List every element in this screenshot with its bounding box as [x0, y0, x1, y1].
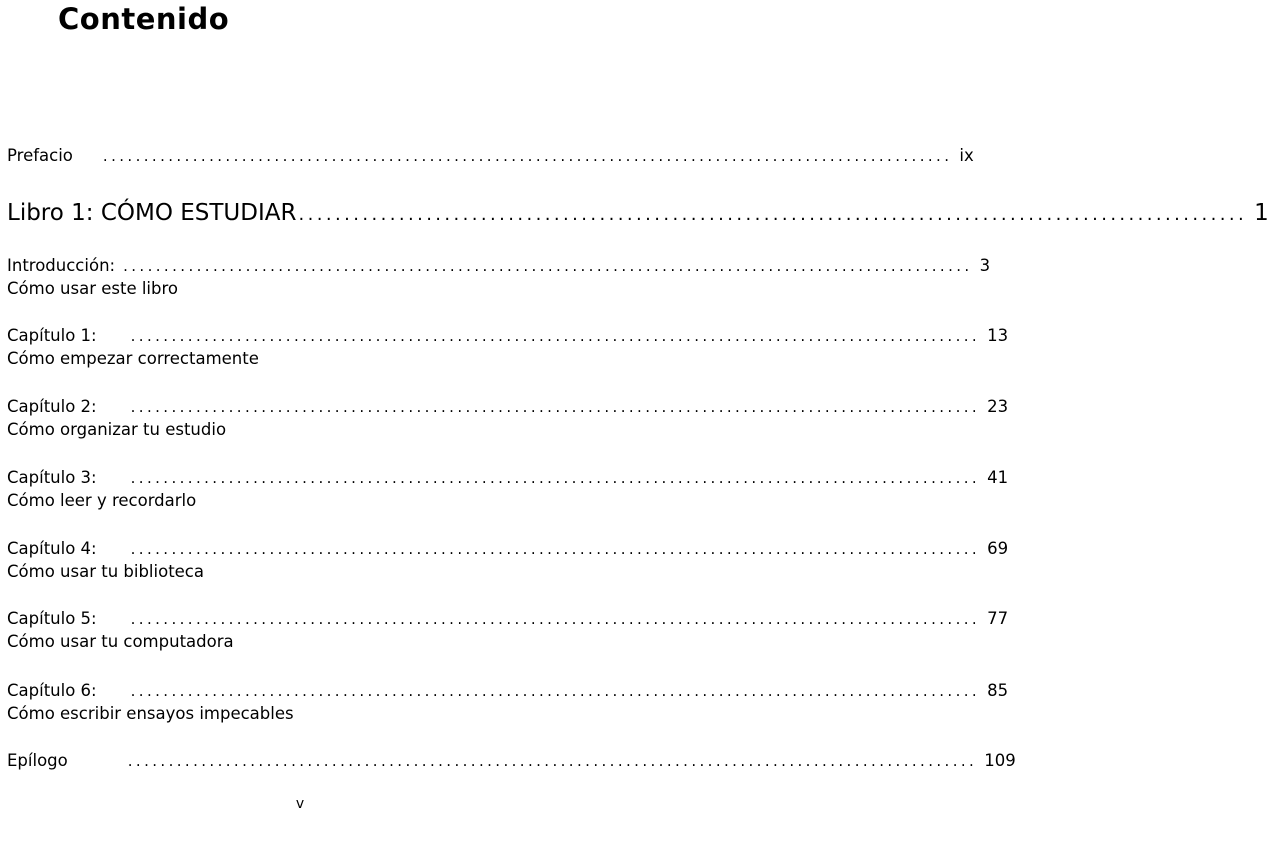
toc-label: Capítulo 4: [7, 539, 97, 558]
toc-label: Libro 1: CÓMO ESTUDIAR [7, 200, 297, 226]
dot-leader: ........................................................................................................ [298, 204, 1248, 225]
page-title: Contenido [58, 2, 230, 36]
dot-leader: ........................................................................................................ [123, 257, 973, 275]
toc-entry-epilogue[interactable] [7, 751, 1016, 773]
toc-page-number: ix [959, 146, 974, 165]
dot-leader: ........................................................................................................ [130, 610, 981, 628]
toc-page-number: 85 [987, 681, 1009, 700]
toc-label: Introducción: [7, 256, 116, 275]
dot-leader: ........................................................................................................ [127, 752, 978, 770]
dot-leader: ........................................................................................................ [130, 398, 981, 416]
dot-leader: ........................................................................................................ [130, 540, 981, 558]
toc-entry-introduction[interactable] [7, 256, 991, 300]
toc-label: Capítulo 3: [7, 468, 97, 487]
toc-label: Capítulo 5: [7, 609, 97, 628]
toc-subtitle: Cómo usar tu computadora [7, 632, 234, 651]
toc-entry-chapter-6[interactable] [7, 681, 1009, 725]
toc-label: Capítulo 1: [7, 326, 97, 345]
toc-label: Capítulo 6: [7, 681, 97, 700]
toc-page-number: 41 [987, 468, 1009, 487]
toc-entry-chapter-1[interactable] [7, 326, 1009, 370]
toc-subtitle: Cómo empezar correctamente [7, 349, 259, 368]
toc-entry-chapter-5[interactable] [7, 609, 1009, 653]
toc-label: Capítulo 2: [7, 397, 97, 416]
toc-entry-chapter-3[interactable] [7, 468, 1009, 512]
dot-leader: ........................................................................................................ [130, 682, 981, 700]
toc-page-number: 77 [987, 609, 1009, 628]
toc-entry-book-1[interactable] [7, 200, 1269, 228]
toc-page-number: 69 [987, 539, 1009, 558]
toc-subtitle: Cómo organizar tu estudio [7, 420, 227, 439]
dot-leader: ........................................................................................................ [130, 469, 981, 487]
toc-page-number: 109 [984, 751, 1016, 770]
page-folio: v [295, 796, 305, 812]
toc-subtitle: Cómo leer y recordarlo [7, 491, 197, 510]
dot-leader: ........................................................................................................ [102, 147, 953, 165]
toc-entry-chapter-4[interactable] [7, 539, 1009, 583]
toc-subtitle: Cómo escribir ensayos impecables [7, 704, 294, 723]
toc-subtitle: Cómo usar este libro [7, 279, 178, 298]
toc-subtitle: Cómo usar tu biblioteca [7, 562, 204, 581]
dot-leader: ........................................................................................................ [130, 327, 981, 345]
toc-entry-chapter-2[interactable] [7, 397, 1009, 441]
toc-label: Prefacio [7, 146, 73, 165]
toc-page-number: 1 [1254, 200, 1269, 226]
toc-page-number: 3 [979, 256, 991, 275]
toc-page-number: 23 [987, 397, 1009, 416]
toc-page-number: 13 [987, 326, 1009, 345]
toc-entry-preface[interactable] [7, 146, 974, 168]
toc-label: Epílogo [7, 751, 68, 770]
